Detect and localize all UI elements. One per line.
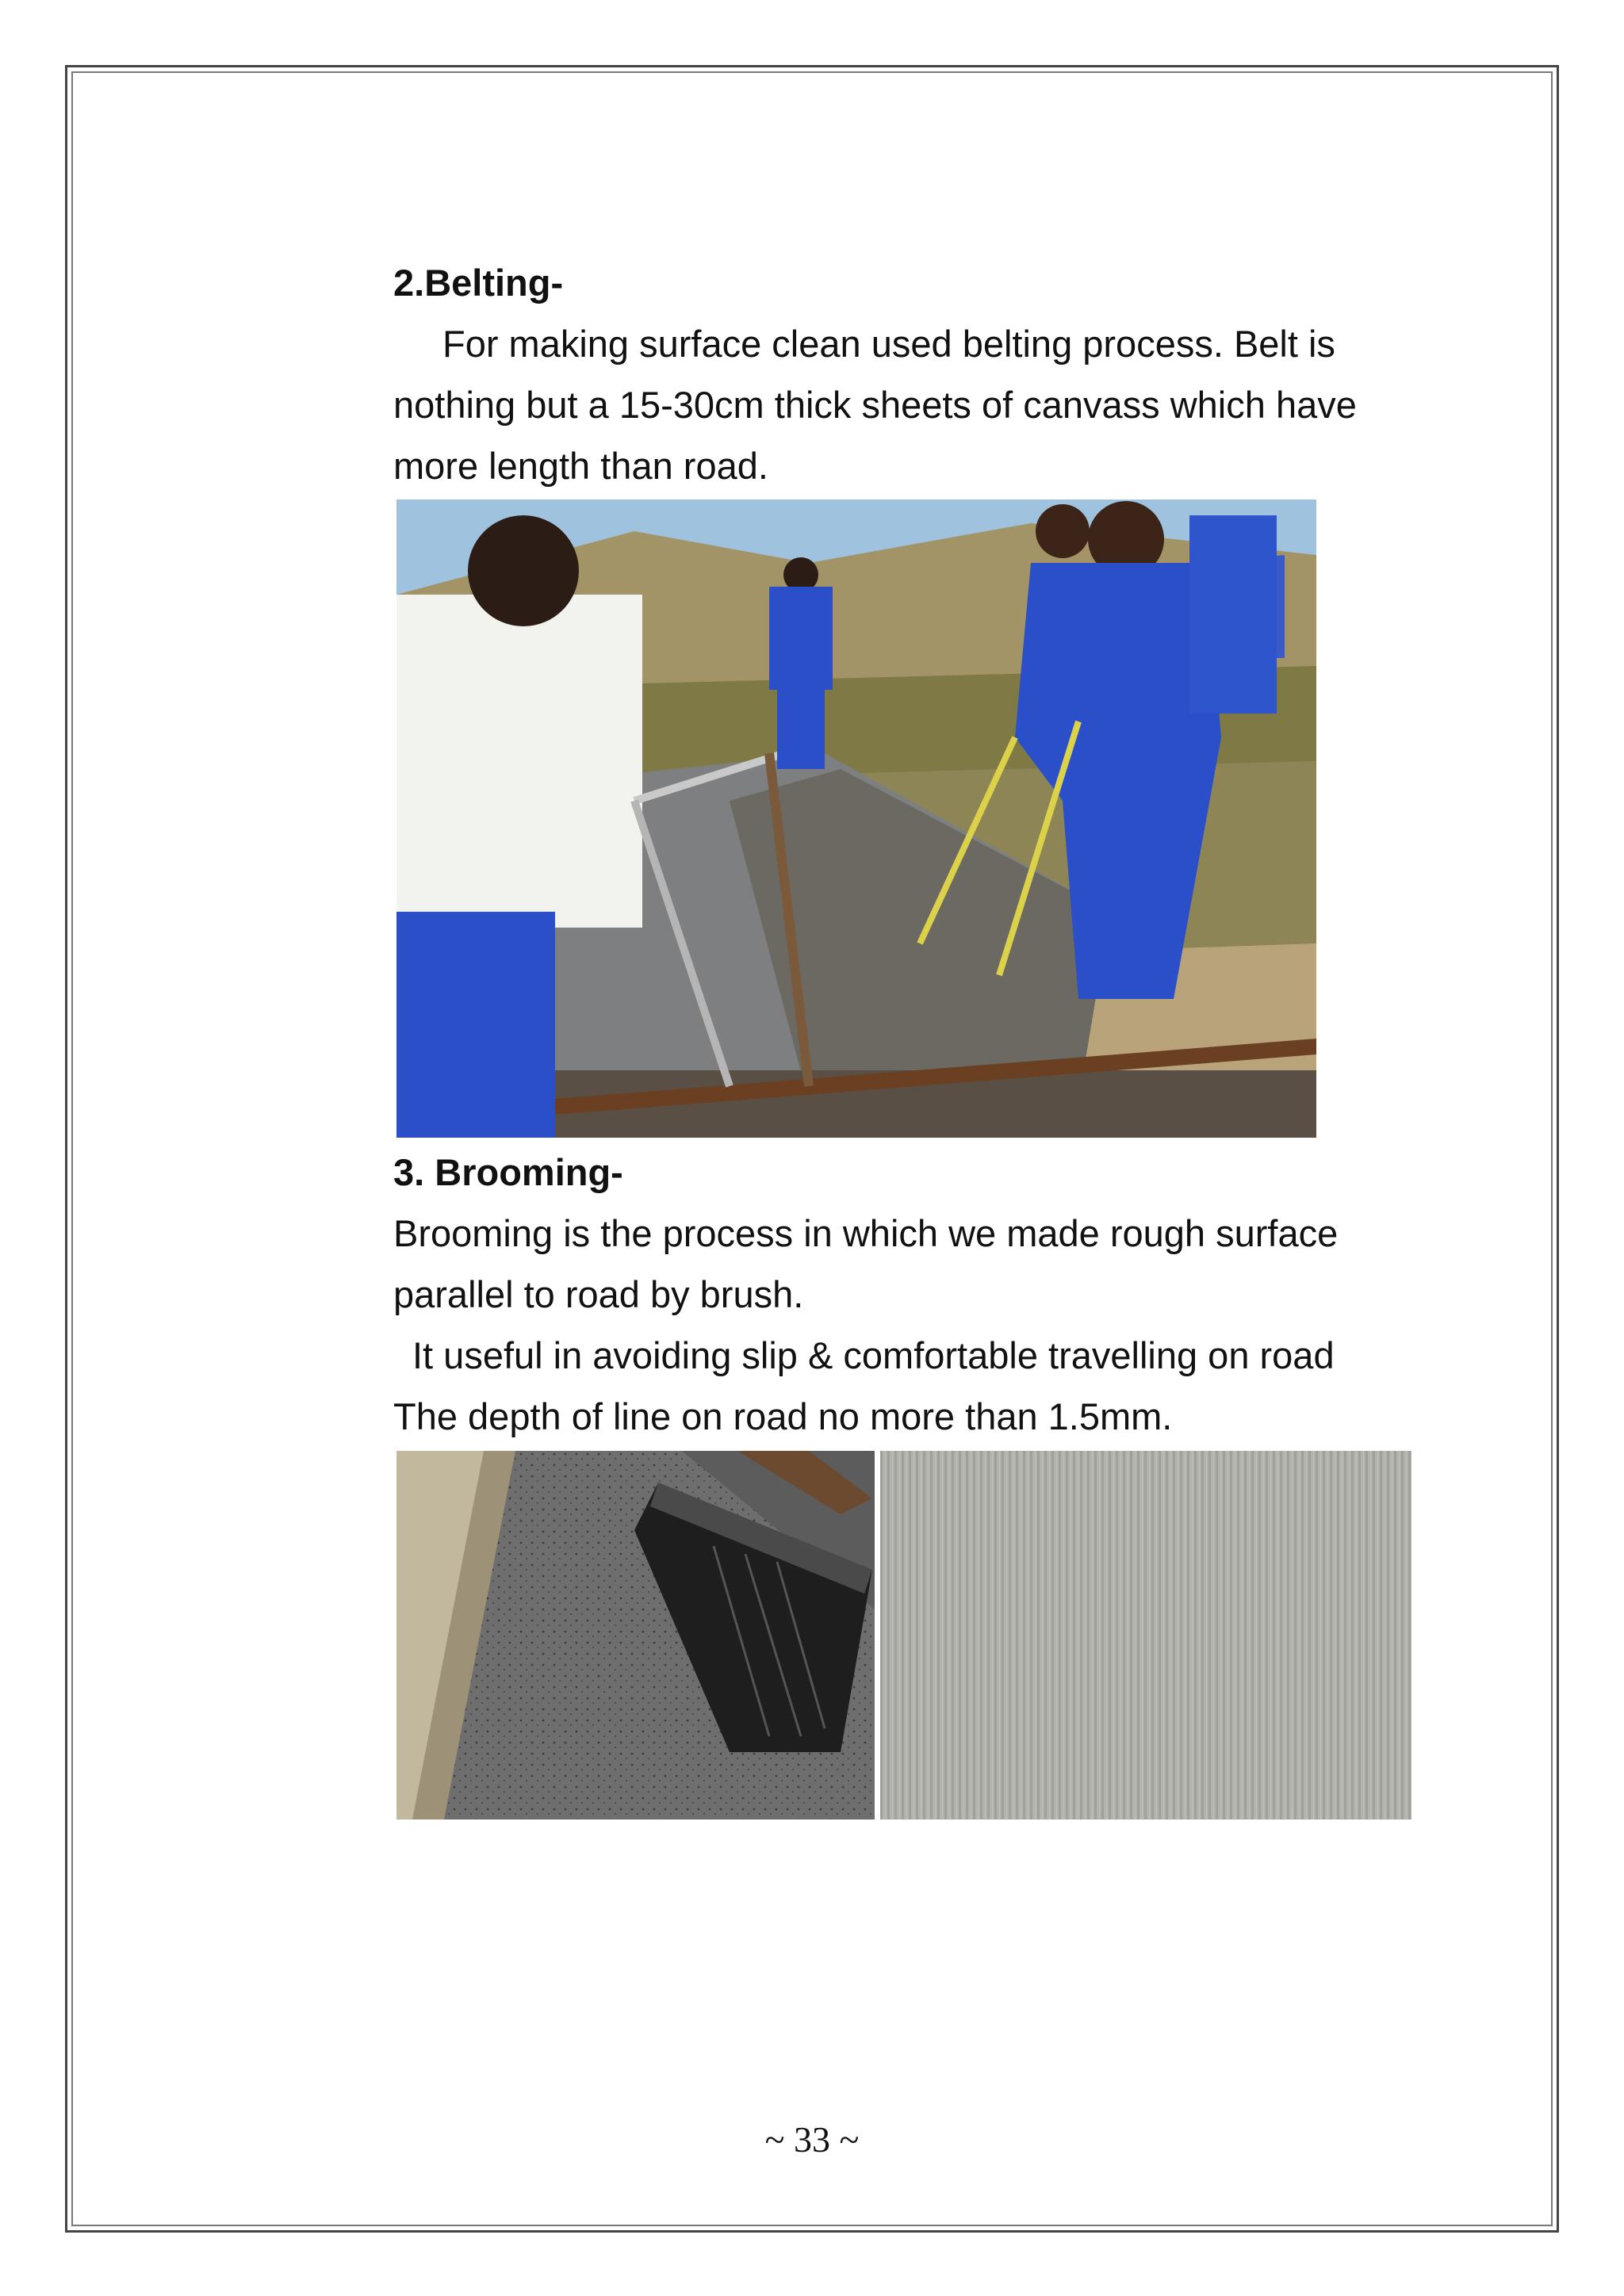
section-heading-brooming: 3. Brooming- xyxy=(393,1151,623,1193)
section-brooming xyxy=(393,1142,1456,1447)
belting-line-3: more length than road. xyxy=(393,445,768,487)
belting-photo xyxy=(396,499,1316,1138)
brooming-line-1: Brooming is the process in which we made rough surface xyxy=(393,1212,1339,1254)
brooming-line-3: It useful in avoiding slip & comfortable travelling on road xyxy=(412,1334,1335,1376)
brooming-line-4: The depth of line on road no more than 1.5mm. xyxy=(393,1395,1173,1437)
brooming-line-2: parallel to road by brush. xyxy=(393,1273,804,1315)
brushed-surface-photo xyxy=(880,1451,1411,1820)
belting-line-1: For making surface clean used belting process. Belt is xyxy=(442,323,1335,365)
page-number: ~ 33 ~ xyxy=(764,2119,860,2160)
section-belting xyxy=(393,252,1456,496)
section-heading-belting: 2.Belting- xyxy=(393,262,564,304)
belting-line-2: nothing but a 15-30cm thick sheets of canvass which have xyxy=(393,384,1357,426)
broom-photo xyxy=(396,1451,875,1820)
